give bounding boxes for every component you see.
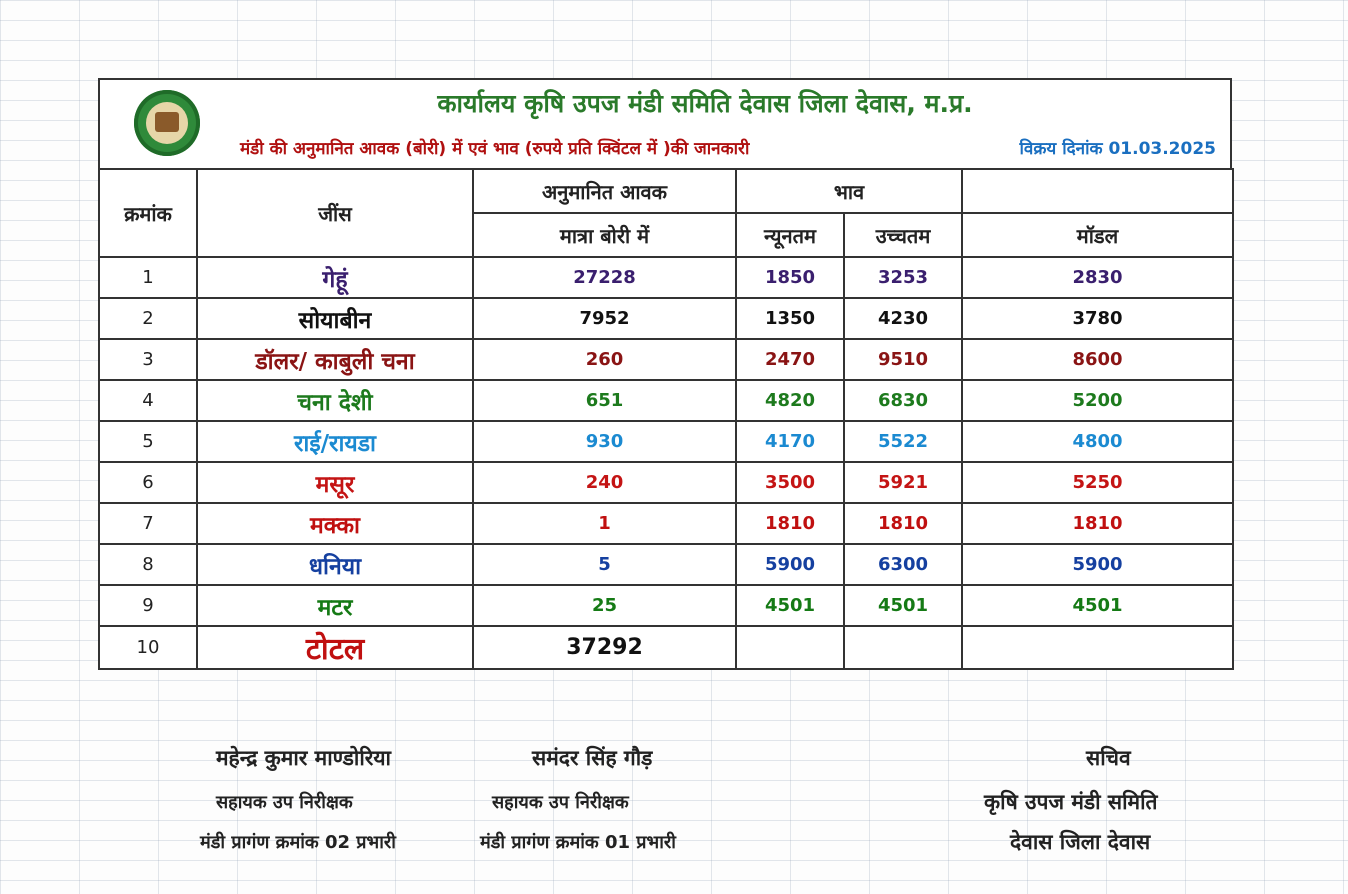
table-row bbox=[99, 503, 1233, 544]
total-min-empty bbox=[736, 626, 844, 669]
arrival-price-table bbox=[98, 168, 1234, 670]
arrival-qty-cell: 25 bbox=[473, 585, 736, 626]
model-price-cell: 8600 bbox=[962, 339, 1233, 380]
col-arrival-group: अनुमानित आवक bbox=[473, 169, 736, 213]
crop-name-cell: राई/रायडा bbox=[197, 421, 473, 462]
serial-cell: 3 bbox=[99, 339, 197, 380]
arrival-qty-cell: 930 bbox=[473, 421, 736, 462]
table-row bbox=[99, 298, 1233, 339]
sig3-title: सचिव bbox=[1086, 746, 1131, 770]
col-arrival-qty: मात्रा बोरी में bbox=[473, 213, 736, 257]
model-price-cell: 1810 bbox=[962, 503, 1233, 544]
report-subtitle: मंडी की अनुमानित आवक (बोरी) में एवं भाव (रुपये प्रति क्विंटल में )की जानकारी bbox=[240, 139, 750, 159]
min-price-cell: 1350 bbox=[736, 298, 844, 339]
model-price-cell: 4800 bbox=[962, 421, 1233, 462]
crop-name-cell: मटर bbox=[197, 585, 473, 626]
crop-name-cell: सोयाबीन bbox=[197, 298, 473, 339]
serial-cell: 5 bbox=[99, 421, 197, 462]
model-price-cell: 3780 bbox=[962, 298, 1233, 339]
max-price-cell: 6830 bbox=[844, 380, 962, 421]
sig3-line2: देवास जिला देवास bbox=[1010, 830, 1151, 854]
crop-name-cell: मसूर bbox=[197, 462, 473, 503]
crop-name-cell: गेहूं bbox=[197, 257, 473, 298]
min-price-cell: 4170 bbox=[736, 421, 844, 462]
arrival-qty-cell: 7952 bbox=[473, 298, 736, 339]
table-row bbox=[99, 544, 1233, 585]
max-price-cell: 6300 bbox=[844, 544, 962, 585]
max-price-cell: 1810 bbox=[844, 503, 962, 544]
total-label: टोटल bbox=[197, 626, 473, 669]
arrival-qty-cell: 5 bbox=[473, 544, 736, 585]
sale-date: विक्रय दिनांक 01.03.2025 bbox=[1019, 139, 1216, 159]
crop-name-cell: धनिया bbox=[197, 544, 473, 585]
arrival-qty-cell: 1 bbox=[473, 503, 736, 544]
total-qty: 37292 bbox=[473, 626, 736, 669]
total-model-empty bbox=[962, 626, 1233, 669]
col-max-price: उच्चतम bbox=[844, 213, 962, 257]
col-min-price: न्यूनतम bbox=[736, 213, 844, 257]
sig2-post: सहायक उप निरीक्षक bbox=[492, 792, 629, 813]
max-price-cell: 3253 bbox=[844, 257, 962, 298]
model-price-cell: 5900 bbox=[962, 544, 1233, 585]
model-price-cell: 2830 bbox=[962, 257, 1233, 298]
min-price-cell: 5900 bbox=[736, 544, 844, 585]
serial-cell: 2 bbox=[99, 298, 197, 339]
arrival-qty-cell: 240 bbox=[473, 462, 736, 503]
min-price-cell: 1850 bbox=[736, 257, 844, 298]
max-price-cell: 4501 bbox=[844, 585, 962, 626]
sig3-line1: कृषि उपज मंडी समिति bbox=[984, 790, 1158, 814]
model-price-cell: 4501 bbox=[962, 585, 1233, 626]
serial-cell: 9 bbox=[99, 585, 197, 626]
col-serial: क्रमांक bbox=[99, 169, 197, 257]
sig1-charge: मंडी प्रागंण क्रमांक 02 प्रभारी bbox=[200, 832, 396, 853]
sig1-name: महेन्द्र कुमार माण्डोरिया bbox=[216, 746, 391, 770]
sig2-charge: मंडी प्रागंण क्रमांक 01 प्रभारी bbox=[480, 832, 676, 853]
model-price-cell: 5250 bbox=[962, 462, 1233, 503]
model-price-cell: 5200 bbox=[962, 380, 1233, 421]
col-blank bbox=[962, 169, 1233, 213]
arrival-qty-cell: 651 bbox=[473, 380, 736, 421]
total-row bbox=[99, 626, 1233, 669]
table-row bbox=[99, 257, 1233, 298]
max-price-cell: 4230 bbox=[844, 298, 962, 339]
max-price-cell: 9510 bbox=[844, 339, 962, 380]
sig2-name: समंदर सिंह गौड़ bbox=[532, 746, 653, 770]
serial-cell: 1 bbox=[99, 257, 197, 298]
office-title: कार्यालय कृषि उपज मंडी समिति देवास जिला देवास, म.प्र. bbox=[437, 89, 973, 118]
table-row bbox=[99, 339, 1233, 380]
min-price-cell: 3500 bbox=[736, 462, 844, 503]
serial-cell: 7 bbox=[99, 503, 197, 544]
col-price-group: भाव bbox=[736, 169, 962, 213]
crop-name-cell: डॉलर/ काबुली चना bbox=[197, 339, 473, 380]
price-report-sheet bbox=[98, 78, 1232, 670]
table-row bbox=[99, 585, 1233, 626]
table-row bbox=[99, 462, 1233, 503]
max-price-cell: 5921 bbox=[844, 462, 962, 503]
min-price-cell: 4820 bbox=[736, 380, 844, 421]
col-crop: जींस bbox=[197, 169, 473, 257]
crop-name-cell: मक्का bbox=[197, 503, 473, 544]
serial-cell: 8 bbox=[99, 544, 197, 585]
total-serial: 10 bbox=[99, 626, 197, 669]
min-price-cell: 2470 bbox=[736, 339, 844, 380]
table-row bbox=[99, 421, 1233, 462]
min-price-cell: 4501 bbox=[736, 585, 844, 626]
total-max-empty bbox=[844, 626, 962, 669]
min-price-cell: 1810 bbox=[736, 503, 844, 544]
arrival-qty-cell: 260 bbox=[473, 339, 736, 380]
report-header bbox=[98, 78, 1232, 168]
crop-name-cell: चना देशी bbox=[197, 380, 473, 421]
arrival-qty-cell: 27228 bbox=[473, 257, 736, 298]
sig1-post: सहायक उप निरीक्षक bbox=[216, 792, 353, 813]
max-price-cell: 5522 bbox=[844, 421, 962, 462]
table-row bbox=[99, 380, 1233, 421]
col-model-price: मॉडल bbox=[962, 213, 1233, 257]
serial-cell: 6 bbox=[99, 462, 197, 503]
serial-cell: 4 bbox=[99, 380, 197, 421]
